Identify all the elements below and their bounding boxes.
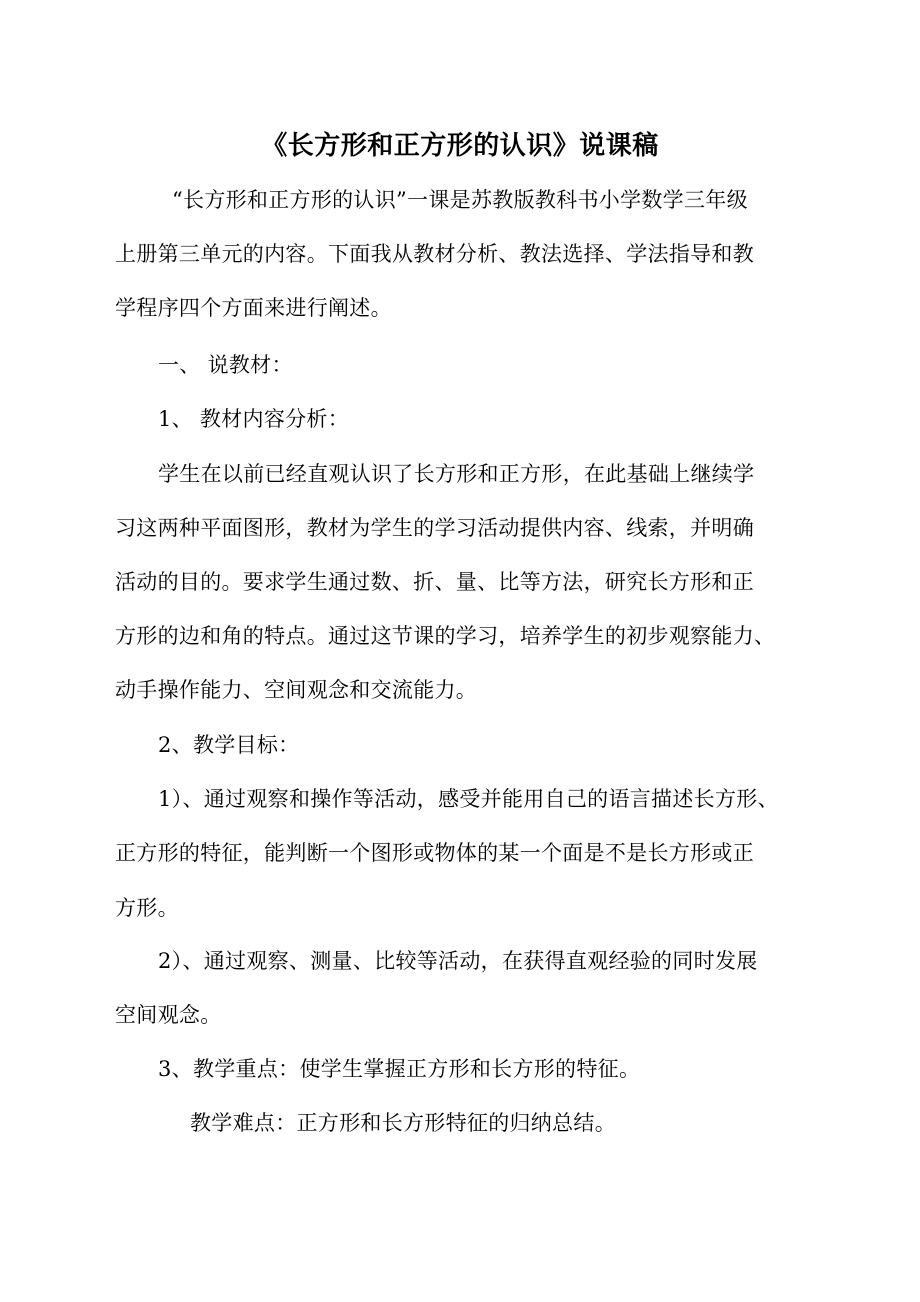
paragraph-line-13: 空间观念。 [115,1003,222,1027]
subsection-heading-2: 2、教学目标： [158,733,300,757]
paragraph-line-1: “长方形和正方形的认识”一课是苏教版教科书小学数学三年级 [172,188,748,212]
paragraph-line-14: 教学难点：正方形和长方形特征的归纳总结。 [190,1111,616,1135]
paragraph-line-9: 1）、通过观察和操作等活动，感受并能用自己的语言描述长方形、 [158,787,779,811]
paragraph-line-2: 上册第三单元的内容。下面我从教材分析、教法选择、学法指导和教 [115,242,754,266]
section-heading-1: 一、 说教材： [158,353,293,377]
paragraph-line-10: 正方形的特征，能判断一个图形或物体的某一个面是不是长方形或正 [115,841,754,865]
paragraph-line-11: 方形。 [115,896,179,920]
subsection-heading-3: 3、教学重点：使学生掌握正方形和长方形的特征。 [158,1057,641,1081]
paragraph-line-4: 学生在以前已经直观认识了长方形和正方形，在此基础上继续学 [158,462,755,486]
paragraph-line-3: 学程序四个方面来进行阐述。 [115,296,392,320]
paragraph-line-5: 习这两种平面图形，教材为学生的学习活动提供内容、线索，并明确 [115,516,754,540]
paragraph-line-6: 活动的目的。要求学生通过数、折、量、比等方法，研究长方形和正 [115,570,754,594]
paragraph-line-8: 动手操作能力、空间观念和交流能力。 [115,678,478,702]
document-title: 《长方形和正方形的认识》说课稿 [261,131,659,161]
subsection-heading-1: 1、 教材内容分析： [158,407,350,431]
paragraph-line-12: 2）、通过观察、测量、比较等活动，在获得直观经验的同时发展 [158,949,758,973]
paragraph-line-7: 方形的边和角的特点。通过这节课的学习，培养学生的初步观察能力、 [115,624,776,648]
